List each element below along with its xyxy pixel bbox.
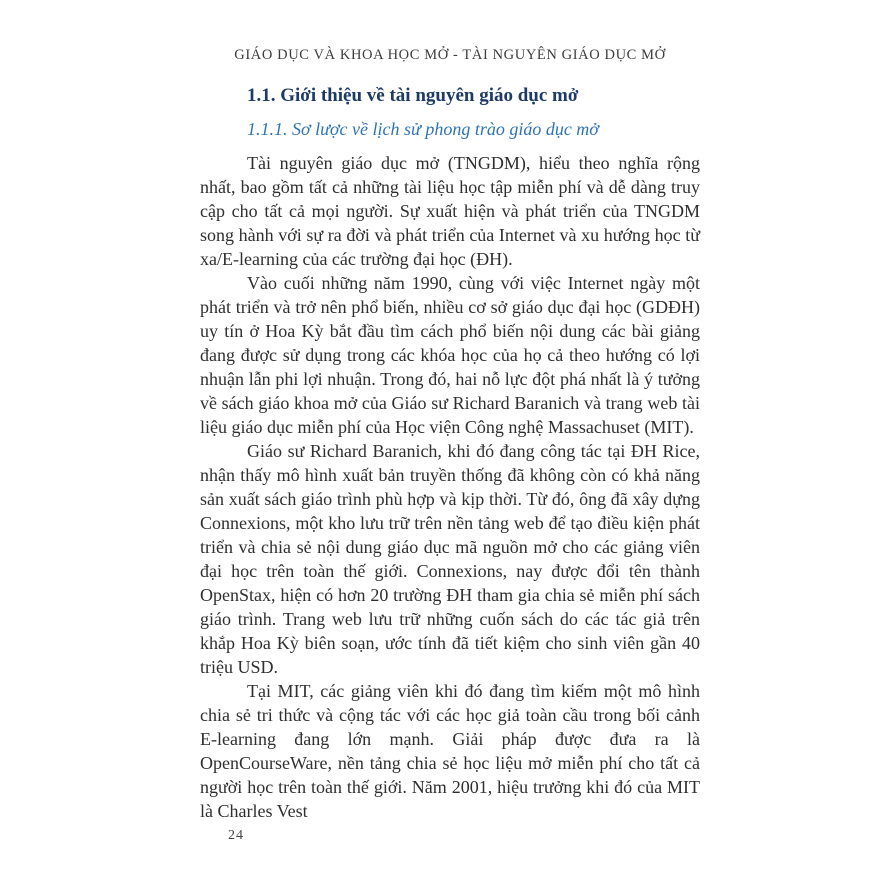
page-number: 24 xyxy=(228,828,244,843)
paragraph-1: Tài nguyên giáo dục mở (TNGDM), hiểu theo nghĩa rộng nhất, bao gồm tất cả những tài liệu học tập miễn phí và dễ dàng truy cập cho tất cả mọi người. Sự xuất hiện và phát triển của TNGDM song hành với sự ra đời và phát triển của Internet và xu hướng học từ xa/E-learning của các trường đại học (ĐH). xyxy=(200,153,700,269)
page-content xyxy=(200,84,700,823)
section-heading: 1.1. Giới thiệu về tài nguyên giáo dục mở xyxy=(247,85,579,106)
running-header: GIÁO DỤC VÀ KHOA HỌC MỞ - TÀI NGUYÊN GIÁO DỤC MỞ xyxy=(234,47,666,63)
subsection-heading: 1.1.1. Sơ lược về lịch sử phong trào giáo dục mở xyxy=(247,119,599,139)
paragraph-3: Giáo sư Richard Baranich, khi đó đang công tác tại ĐH Rice, nhận thấy mô hình xuất bản truyền thống đã không còn có khả năng sản xuất sách giáo trình phù hợp và kịp thời. Từ đó, ông đã xây dựng Connexions, một kho lưu trữ trên nền tảng web để tạo điều kiện phát triển và chia sẻ nội dung giáo dục mã nguồn mở cho các giảng viên đại học trên toàn thế giới. Connexions, nay được đổi tên thành OpenStax, hiện có hơn 20 trường ĐH tham gia chia sẻ miễn phí sách giáo trình. Trang web lưu trữ những cuốn sách do các tác giả trên khắp Hoa Kỳ biên soạn, ước tính đã tiết kiệm cho sinh viên gần 40 triệu USD. xyxy=(200,441,700,677)
paragraph-4: Tại MIT, các giảng viên khi đó đang tìm kiếm một mô hình chia sẻ tri thức và cộng tác với các học giả toàn cầu trong bối cảnh E-learning đang lớn mạnh. Giải pháp được đưa ra là OpenCourseWare, nền tảng chia sẻ học liệu mở miễn phí cho tất cả người học trên toàn thế giới. Năm 2001, hiệu trưởng khi đó của MIT là Charles Vest xyxy=(200,681,700,821)
paragraph-2: Vào cuối những năm 1990, cùng với việc Internet ngày một phát triển và trở nên phổ biến, nhiều cơ sở giáo dục đại học (GDĐH) uy tín ở Hoa Kỳ bắt đầu tìm cách phổ biến nội dung các bài giảng đang được sử dụng trong các khóa học của họ cả theo hướng có lợi nhuận lẫn phi lợi nhuận. Trong đó, hai nỗ lực đột phá nhất là ý tưởng về sách giáo khoa mở của Giáo sư Richard Baranich và trang web tài liệu giáo dục miễn phí của Học viện Công nghệ Massachuset (MIT). xyxy=(200,273,700,437)
